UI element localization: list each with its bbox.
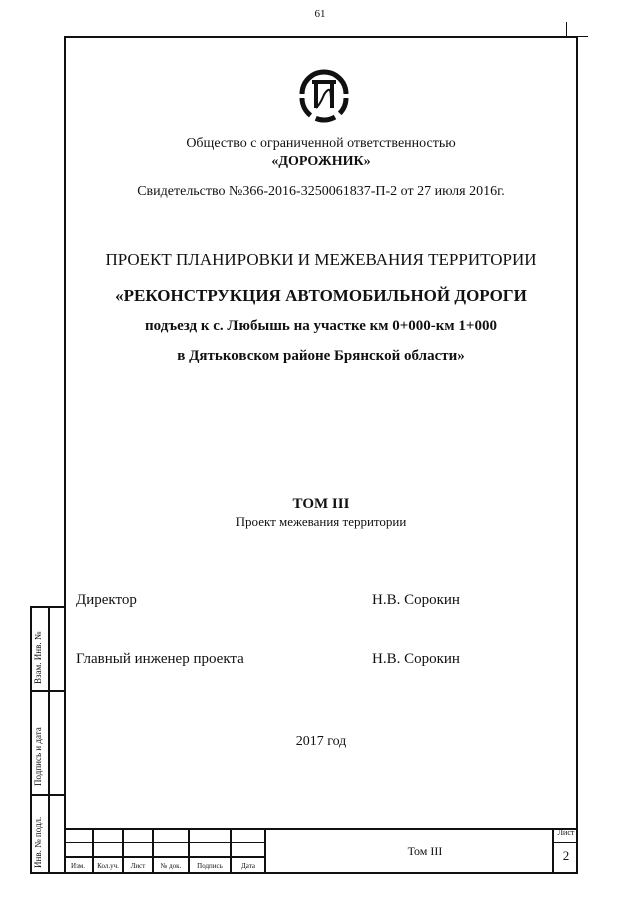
title-block-sheet-label: Лист — [557, 828, 575, 837]
volume-title: ТОМ III — [292, 496, 350, 512]
signature-role: Директор — [76, 592, 137, 608]
side-strip-column-divider — [48, 606, 50, 874]
company-name: «ДОРОЖНИК» — [271, 154, 371, 169]
title-block-column: Лист — [130, 862, 146, 870]
certificate: Свидетельство №366-2016-3250061837-П-2 от 27 июля 2016г. — [137, 184, 505, 199]
side-strip-label: Взам. Инв. № — [33, 631, 43, 684]
title-block-document: Том III — [407, 844, 443, 858]
company-logo-icon — [294, 64, 354, 124]
page-number: 61 — [314, 8, 326, 20]
title-block-column: Кол.уч. — [97, 862, 119, 870]
project-name: «РЕКОНСТРУКЦИЯ АВТОМОБИЛЬНОЙ ДОРОГИ — [115, 286, 527, 305]
title-block-column: Подпись — [197, 862, 223, 870]
company-type: Общество с ограниченной ответственностью — [186, 136, 456, 151]
side-strip-divider — [30, 794, 64, 796]
project-name-line: подъезд к с. Любышь на участке км 0+000-км 1+000 — [145, 318, 497, 334]
title-block — [64, 828, 578, 874]
side-strip-label: Подпись и дата — [33, 727, 43, 786]
side-strip-divider — [30, 690, 64, 692]
title-block-column: Дата — [241, 862, 255, 870]
frame-tick — [574, 36, 588, 37]
project-name-line: в Дятьковском районе Брянской области» — [177, 348, 465, 364]
title-block-column: Изм. — [71, 862, 85, 870]
document-year: 2017 год — [295, 734, 347, 749]
volume-subtitle: Проект межевания территории — [235, 514, 407, 529]
signature-name: Н.В. Сорокин — [372, 592, 460, 608]
frame-tick — [566, 22, 567, 38]
signature-name: Н.В. Сорокин — [372, 651, 460, 667]
title-block-sheet-number: 2 — [562, 848, 570, 863]
signature-role: Главный инженер проекта — [76, 651, 244, 667]
title-block-column: № док. — [160, 862, 182, 870]
side-strip-label: Инв. № подл. — [33, 816, 43, 868]
project-title: ПРОЕКТ ПЛАНИРОВКИ И МЕЖЕВАНИЯ ТЕРРИТОРИИ — [105, 250, 537, 269]
